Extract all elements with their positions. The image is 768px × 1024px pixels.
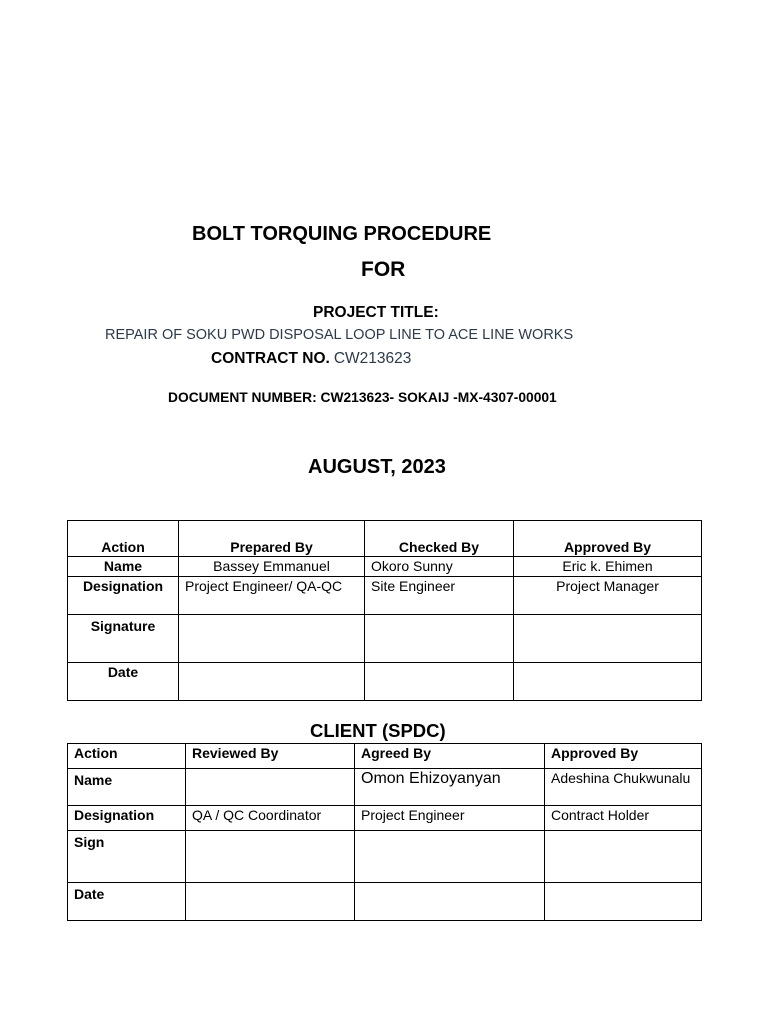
agreed-by-name: Omon Ehizoyanyan [355, 769, 545, 806]
header-agreed-by: Agreed By [355, 744, 545, 769]
table-row [68, 663, 702, 701]
header-reviewed-by: Reviewed By [186, 744, 355, 769]
date-cell [545, 883, 702, 921]
date-cell [514, 663, 702, 701]
project-name: REPAIR OF SOKU PWD DISPOSAL LOOP LINE TO ACE LINE WORKS [105, 327, 574, 343]
row-label-date: Date [68, 663, 179, 701]
contract-line [211, 350, 411, 368]
table-header-row [68, 744, 702, 769]
header-approved-by: Approved By [545, 744, 702, 769]
date-cell [355, 883, 545, 921]
for-heading: FOR [361, 258, 406, 281]
reviewed-by-designation: QA / QC Coordinator [186, 806, 355, 831]
table-row [68, 883, 702, 921]
prepared-by-designation: Project Engineer/ QA-QC [179, 577, 365, 615]
row-label-name: Name [68, 769, 186, 806]
date-cell [365, 663, 514, 701]
table-row [68, 577, 702, 615]
document-number: DOCUMENT NUMBER: CW213623- SOKAIJ -MX-4307-00001 [168, 390, 557, 405]
project-title-label: PROJECT TITLE: [313, 304, 439, 321]
table-row [68, 831, 702, 883]
sign-cell [545, 831, 702, 883]
reviewed-by-name [186, 769, 355, 806]
table-row [68, 806, 702, 831]
row-label-sign: Sign [68, 831, 186, 883]
contractor-approval-table [67, 520, 702, 701]
approved-by-designation: Contract Holder [545, 806, 702, 831]
approved-by-name: Eric k. Ehimen [514, 557, 702, 577]
agreed-by-designation: Project Engineer [355, 806, 545, 831]
document-date: AUGUST, 2023 [308, 456, 446, 478]
row-label-date: Date [68, 883, 186, 921]
signature-cell [365, 615, 514, 663]
sign-cell [355, 831, 545, 883]
contract-label: CONTRACT NO. [211, 350, 330, 367]
header-checked-by: Checked By [365, 521, 514, 557]
row-label-signature: Signature [68, 615, 179, 663]
date-cell [179, 663, 365, 701]
table-header-row [68, 521, 702, 557]
document-title: BOLT TORQUING PROCEDURE [192, 223, 492, 245]
row-label-designation: Designation [68, 806, 186, 831]
prepared-by-name: Bassey Emmanuel [179, 557, 365, 577]
header-action: Action [68, 521, 179, 557]
table-row [68, 557, 702, 577]
approved-by-name: Adeshina Chukwunalu [545, 769, 702, 806]
header-approved-by: Approved By [514, 521, 702, 557]
header-prepared-by: Prepared By [179, 521, 365, 557]
signature-cell [514, 615, 702, 663]
row-label-designation: Designation [68, 577, 179, 615]
table-row [68, 615, 702, 663]
table-row [68, 769, 702, 806]
date-cell [186, 883, 355, 921]
contract-number: CW213623 [333, 350, 412, 367]
sign-cell [186, 831, 355, 883]
row-label-name: Name [68, 557, 179, 577]
checked-by-name: Okoro Sunny [365, 557, 514, 577]
approved-by-designation: Project Manager [514, 577, 702, 615]
signature-cell [179, 615, 365, 663]
client-heading: CLIENT (SPDC) [310, 720, 446, 741]
checked-by-designation: Site Engineer [365, 577, 514, 615]
client-approval-table [67, 743, 702, 921]
header-action: Action [68, 744, 186, 769]
